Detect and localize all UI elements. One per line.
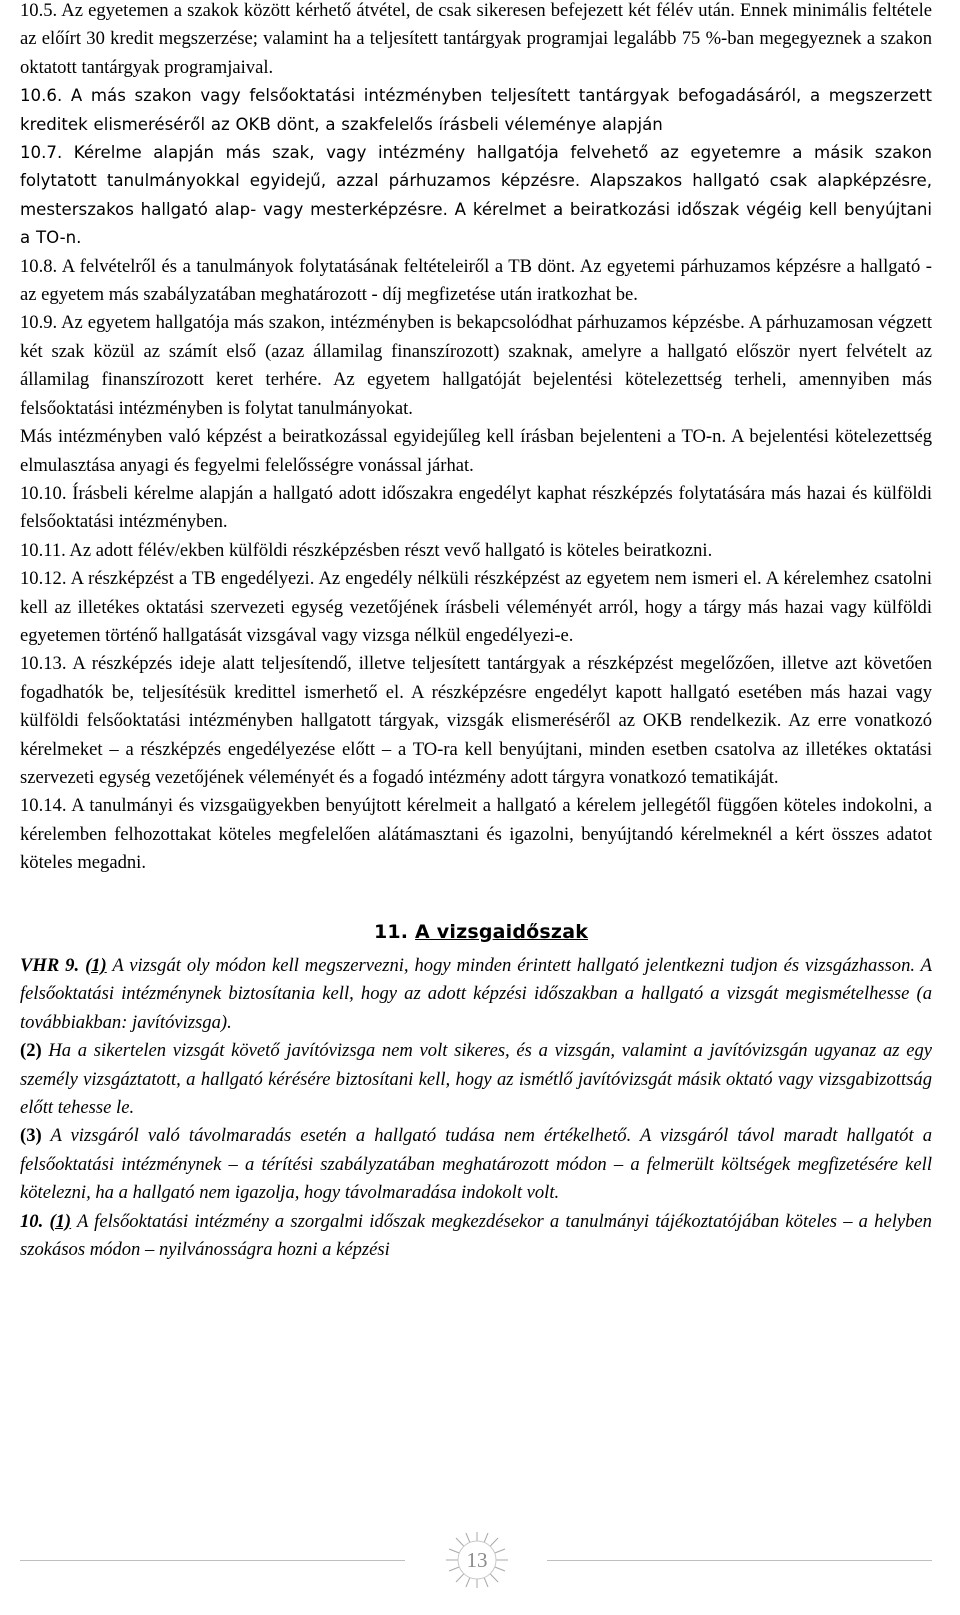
paragraph-reporting — [20, 423, 932, 480]
paragraph-text: Az egyetem hallgatója más szakon, intézményben is bekapcsolódhat párhuzamos képzésbe. A párhuzamosan végzett két szak közül az számít első (azaz államilag finanszírozott) szaknak, amelyre a hallgató először nyert felvételt az államilag finanszírozott keret terhére. Az egyetem hallgatóját bejelentési kötelezettség terheli, amennyiben más felsőoktatási intézményben is folytat tanulmányokat. — [20, 312, 932, 419]
paragraph-number: 10.9. — [20, 312, 58, 334]
paragraph-number: 10.8. — [20, 255, 58, 277]
section-heading — [20, 918, 932, 946]
paragraph-10-7 — [20, 139, 932, 253]
footer-rule-left — [20, 1560, 405, 1561]
page-number-badge — [416, 1530, 538, 1590]
paragraph-10-5 — [20, 0, 932, 82]
paragraph-number: 10.5. — [20, 0, 58, 21]
paragraph-text: A részképzés ideje alatt teljesítendő, illetve teljesített tantárgyak a részképzést megelőzően, illetve azt követően fogadhatók be, teljesítésük kredittel ismerhető el. A részképzésre engedélyt kapott hallgató esetében más hazai vagy külföldi felsőoktatási intézményben hallgatott tárgyak, vizsgák elismeréséről az OKB rendelkezik. Az erre vonatkozó kérelmeket – a részképzés engedélyezése előtt – a TO-ra kell benyújtani, minden esetben csatolva az illetékes oktatási szervezeti egység vezetőjének véleményét és a fogadó intézmény adott tárgyra vonatkozó tematikáját. — [20, 653, 932, 788]
paragraph-10-13 — [20, 650, 932, 792]
vhr-paragraph-1 — [20, 952, 932, 1037]
paragraph-10-9 — [20, 309, 932, 423]
paragraph-10-10 — [20, 480, 932, 537]
page-footer — [20, 1530, 932, 1590]
paragraph-text: Az egyetemen a szakok között kérhető átvétel, de csak sikeresen befejezett két félév után. Ennek minimális feltétele az előírt 30 kredit megszerzése; valamint ha a teljesített tantárgyak programjai legalább 75 %-ban megegyeznek a szakon oktatott tantárgyak programjaival. — [20, 0, 932, 78]
footer-rule-right — [547, 1560, 932, 1561]
paragraph-number: 10.6. — [20, 86, 63, 106]
paragraph-10-14 — [20, 792, 932, 877]
paragraph-number: 10.7. — [20, 143, 63, 163]
paragraph-number: 10.12. — [20, 568, 67, 590]
paragraph-10-12 — [20, 565, 932, 650]
section-title: A vizsgaidőszak — [415, 920, 589, 943]
paragraph-text: A más szakon vagy felsőoktatási intézményben teljesített tantárgyak befogadásáról, a megszerzett kreditek elismeréséről az OKB dönt, a szakfelelős írásbeli véleménye alapján — [20, 86, 932, 134]
paragraph-number: 10.14. — [20, 795, 67, 817]
paragraph-text: Írásbeli kérelme alapján a hallgató adott időszakra engedélyt kaphat részképzés folytatására más hazai és külföldi felsőoktatási intézményben. — [20, 482, 932, 533]
vhr-paragraph-10 — [20, 1208, 932, 1265]
paragraph-text: A tanulmányi és vizsgaügyekben benyújtott kérelmeit a hallgató a kérelem jellegétől függően köteles indokolni, a kérelemben felhozottakat köteles megfelelően alátámasztani és igazolni, benyújtandó kérelmeknél a kért összes adatot köteles megadni. — [20, 795, 932, 874]
paragraph-text: Más intézményben való képzést a beiratkozással egyidejűleg kell írásban bejelenteni a TO-n. A bejelentési kötelezettség elmulasztása anyagi és fegyelmi felelősségre vonással járhat. — [20, 426, 932, 476]
paragraph-text: Kérelme alapján más szak, vagy intézmény hallgatója felvehető az egyetemre a másik szakon folytatott tanulmányokkal egyidejű, azzal párhuzamos képzésre. Alapszakos hallgató csak alapképzésre, mesterszakos hallgató alap- vagy mesterképzésre. A kérelmet a beiratkozási időszak végéig kell benyújtani a TO-n. — [20, 143, 932, 248]
vhr-subsection-number: (2) — [20, 1040, 42, 1062]
vhr-text: A felsőoktatási intézmény a szorgalmi időszak megkezdésekor a tanulmányi tájékoztatójában köteles – a helyben szokásos módon – nyilvánosságra hozni a képzési — [20, 1210, 932, 1261]
vhr-text: A vizsgáról való távolmaradás esetén a hallgató tudása nem értékelhető. A vizsgáról távol maradt hallgatót a felsőoktatási intézménynek – a térítési szabályzatában meghatározott módon – a felmerült költségek megfizetésére kell kötelezni, ha a hallgató nem igazolja, hogy távolmaradása indokolt volt. — [20, 1125, 932, 1204]
paragraph-10-11 — [20, 537, 932, 565]
paragraph-number: 10.10. — [20, 482, 67, 504]
vhr-section-label: 10. — [20, 1210, 44, 1232]
paragraph-number: 10.11. — [20, 539, 66, 561]
vhr-subsection-number: (1) — [85, 955, 107, 976]
vhr-text: Ha a sikertelen vizsgát követő javítóvizsga nem volt sikeres, és a vizsgán, valamint a javítóvizsgán ugyanaz az egy személy vizsgáztatott, a hallgató kérésére biztosítani kell, hogy az ismétlő javítóvizsgát másik oktató vagy vizsgabizottság előtt tehesse le. — [20, 1040, 932, 1119]
vhr-text: A vizsgát oly módon kell megszervezni, hogy minden érintett hallgató jelentkezni tudjon és vizsgázhasson. A felsőoktatási intézménynek biztosítania kell, hogy az adott képzési időszakban a hallgató a vizsgát megismételhesse (a továbbiakban: javítóvizsga). — [20, 955, 932, 1033]
paragraph-10-6 — [20, 82, 932, 139]
vhr-paragraph-2 — [20, 1037, 932, 1122]
section-number: 11. — [373, 920, 409, 943]
paragraph-10-8 — [20, 253, 932, 310]
paragraph-text: A felvételről és a tanulmányok folytatásának feltételeiről a TB dönt. Az egyetemi párhuzamos képzésre a hallgató - az egyetem más szabályzatában meghatározott - díj megfizetése után iratkozhat be. — [20, 255, 932, 306]
paragraph-number: 10.13. — [20, 653, 67, 675]
vhr-subsection-number: (1) — [49, 1210, 72, 1232]
paragraph-text: A részképzést a TB engedélyezi. Az engedély nélküli részképzést az egyetem nem ismeri el. A kérelemhez csatolni kell az illetékes oktatási szervezeti egység vezetőjének írásbeli véleményét arról, hogy a tárgy más hazai vagy külföldi egyetemen történő hallgatását vizsgával vagy vizsga nélkül engedélyezi-e. — [20, 568, 932, 646]
vhr-label: VHR 9. — [20, 955, 80, 976]
vhr-paragraph-3 — [20, 1122, 932, 1207]
paragraph-text: Az adott félév/ekben külföldi részképzésben részt vevő hallgató is köteles beiratkozni. — [65, 539, 713, 561]
page-number: 13 — [466, 1548, 488, 1572]
vhr-subsection-number: (3) — [20, 1125, 42, 1147]
